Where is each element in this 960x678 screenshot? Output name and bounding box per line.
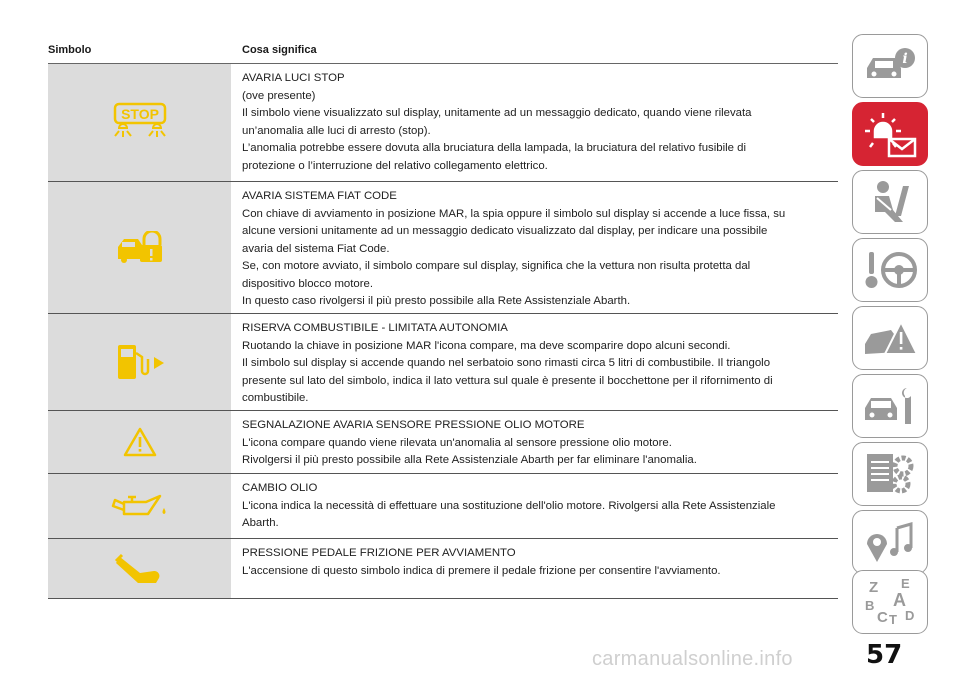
text-line: dispositivo blocco motore.: [242, 277, 374, 290]
index-icon: [861, 576, 919, 628]
text-line: (ove presente): [242, 89, 316, 102]
meaning-text: [242, 480, 838, 533]
clutch-pedal-icon: [114, 549, 166, 589]
text-line: presente sul lato del simbolo, indica il lato vettura sul quale è presente il bocchettone per il rifornimento di: [242, 374, 773, 387]
column-header-symbol: Simbolo: [48, 44, 92, 56]
emergency-icon: [861, 314, 919, 362]
row-title: RISERVA COMBUSTIBILE - LIMITATA AUTONOMIA: [242, 322, 508, 334]
fuel-pump-reserve-icon: [112, 341, 168, 383]
safety-airbag-icon: [861, 178, 919, 226]
meaning-text: [242, 188, 838, 311]
text-line: Se, con motore avviato, il simbolo compare sul display, significa che la vettura non risulta protetta dal: [242, 260, 751, 272]
row-title: PRESSIONE PEDALE FRIZIONE PER AVVIAMENTO: [242, 547, 516, 559]
meaning-text: [242, 70, 838, 175]
column-header-meaning: Cosa significa: [242, 44, 317, 56]
text-line: Il simbolo viene visualizzato sul display, unitamente ad un messaggio dedicato, quando viene rilevata: [242, 107, 752, 119]
side-tab-multimedia[interactable]: [852, 510, 928, 574]
warning-triangle-icon: [123, 426, 157, 458]
text-line: L'icona compare quando viene rilevata un'anomalia al sensore pressione olio motore.: [242, 436, 672, 449]
index-letter: A: [893, 590, 906, 610]
row-title: AVARIA LUCI STOP: [242, 72, 345, 84]
side-tab-maintenance[interactable]: [852, 374, 928, 438]
row-title: AVARIA SISTEMA FIAT CODE: [242, 190, 397, 202]
side-tab-starting-driving[interactable]: [852, 238, 928, 302]
table-row: [48, 64, 838, 182]
index-letter: T: [889, 612, 897, 627]
symbol-cell: [48, 64, 231, 181]
side-tab-index[interactable]: [852, 570, 928, 634]
text-line: un’anomalia alle luci di arresto (stop).: [242, 124, 431, 137]
index-letter: E: [901, 576, 910, 591]
text-line: L’anomalia potrebbe essere dovuta alla bruciatura della lampada, la bruciatura del relativo fusibile di: [242, 142, 747, 154]
meaning-text: [242, 320, 838, 408]
row-title: CAMBIO OLIO: [242, 482, 318, 494]
text-line: Abarth.: [242, 517, 279, 529]
symbol-cell: [48, 411, 231, 473]
text-line: L'icona indica la necessità di effettuare una sostituzione dell'olio motore. Rivolgersi alla Rete Assistenziale: [242, 499, 776, 512]
text-line: In questo caso rivolgersi il più presto possibile alla Rete Assistenziale Abarth.: [242, 295, 631, 307]
symbol-cell: [48, 474, 231, 538]
text-line: Con chiave di avviamento in posizione MAR, la spia oppure il simbolo sul display si accende a luce fissa, su: [242, 207, 786, 220]
car-info-icon: [861, 44, 919, 88]
oil-can-icon: [110, 490, 170, 522]
text-line: protezione o l’interruzione del relativo collegamento elettrico.: [242, 159, 548, 172]
text-line: avaria del sistema Fiat Code.: [242, 242, 390, 255]
table-row: [48, 474, 838, 539]
side-tab-emergency[interactable]: [852, 306, 928, 370]
stop-lights-failure-icon: [105, 100, 175, 146]
svg-text:i: i: [902, 51, 908, 67]
warning-lights-messages-icon: [861, 109, 919, 159]
side-tab-technical-data[interactable]: [852, 442, 928, 506]
row-title: SEGNALAZIONE AVARIA SENSORE PRESSIONE OLIO MOTORE: [242, 419, 585, 431]
index-letter: D: [905, 608, 915, 623]
text-line: alcune versioni unitamente ad un messaggio dedicato visualizzato dal display, per indicare una possibile: [242, 225, 768, 237]
technical-data-icon: [861, 450, 919, 498]
starting-driving-icon: [861, 246, 919, 294]
text-line: Il simbolo sul display si accende quando nel serbatoio sono rimasti circa 5 litri di combustibile. Il triangolo: [242, 357, 771, 369]
maintenance-icon: [861, 382, 919, 430]
text-line: combustibile.: [242, 392, 309, 404]
symbol-cell: [48, 539, 231, 598]
side-tab-warning-lights[interactable]: [852, 102, 928, 166]
text-line: Rivolgersi il più presto possibile alla Rete Assistenziale Abarth per far eliminare l'anomalia.: [242, 454, 697, 466]
meaning-text: [242, 417, 838, 470]
side-tab-car-info[interactable]: [852, 34, 928, 98]
page-number: 57: [866, 640, 903, 670]
fiat-code-car-lock-icon: [114, 231, 166, 265]
index-letter: Z: [869, 579, 879, 596]
symbol-cell: [48, 314, 231, 410]
meaning-text: [242, 545, 838, 580]
side-tab-safety[interactable]: [852, 170, 928, 234]
watermark: carmanualsonline.info: [592, 648, 793, 670]
text-line: Ruotando la chiave in posizione MAR l'icona compare, ma deve scomparire dopo alcuni secondi.: [242, 339, 731, 352]
table-row: [48, 182, 838, 314]
symbol-cell: [48, 182, 231, 313]
table-row: [48, 539, 838, 599]
table-row: [48, 314, 838, 411]
text-line: L'accensione di questo simbolo indica di premere il pedale frizione per consentire l'avviamento.: [242, 564, 721, 577]
multimedia-icon: [861, 518, 919, 566]
index-letter: B: [865, 598, 875, 613]
stop-icon-text: STOP: [120, 105, 159, 122]
table-row: [48, 411, 838, 474]
index-letter: C: [877, 609, 888, 626]
